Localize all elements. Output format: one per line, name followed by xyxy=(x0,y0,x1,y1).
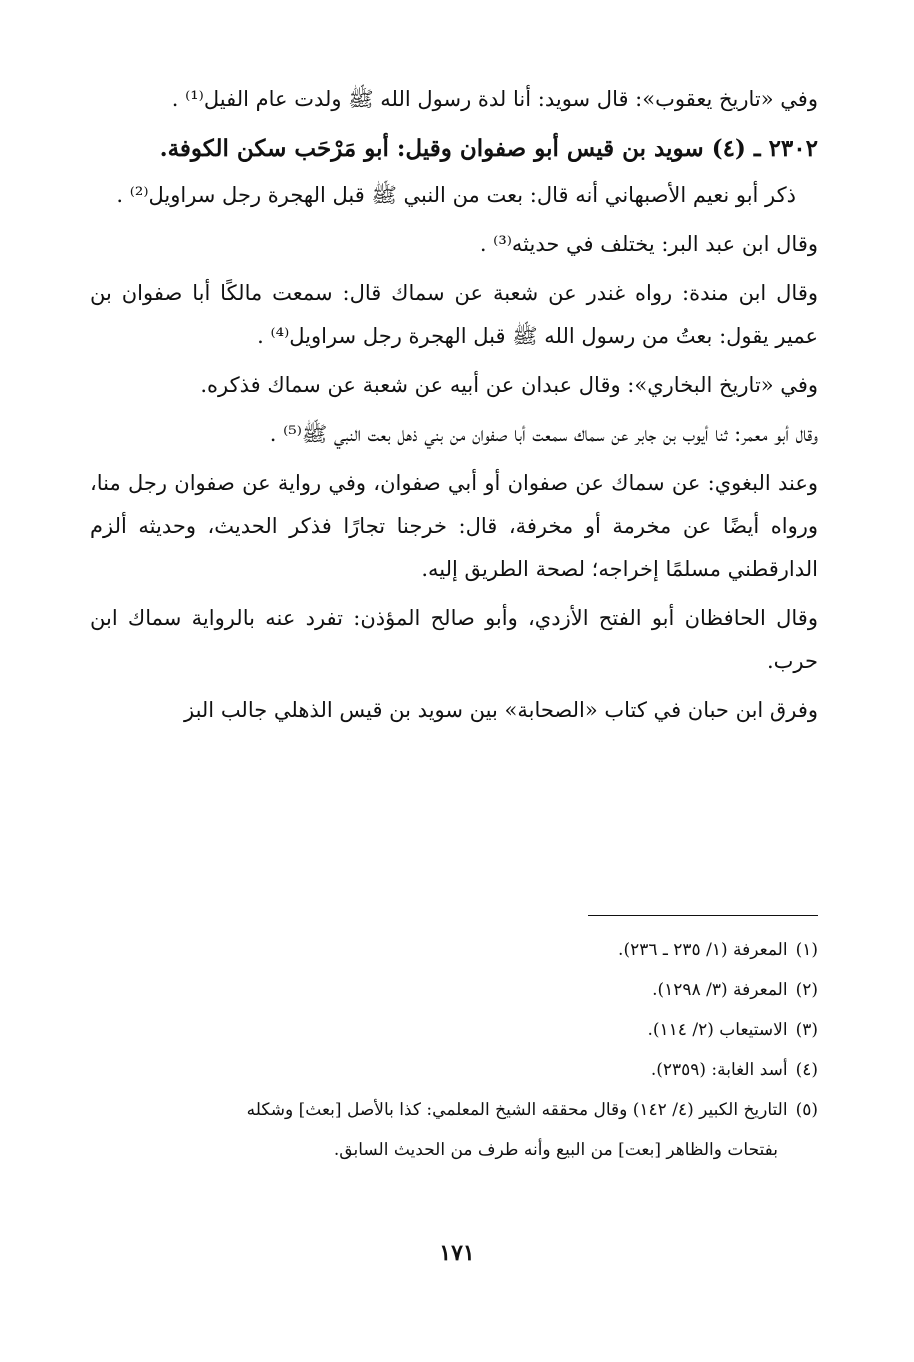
paragraph: وقال ابن مندة: رواه غندر عن شعبة عن سماك قال: سمعت مالكًا أبا صفوان بن عمير يقول: بعتُ من رسول الله ﷺ قبل الهجرة رجل سراويل⁽⁴⁾ . xyxy=(90,281,818,348)
footnote xyxy=(90,972,818,1009)
footnote xyxy=(90,1012,818,1049)
footnote-text: المعرفة (١/ ٢٣٥ ـ ٢٣٦). xyxy=(618,940,788,960)
footnote-text: المعرفة (٣/ ١٢٩٨). xyxy=(652,980,788,1000)
footnote-divider xyxy=(588,915,818,916)
page-number: ١٧١ xyxy=(439,1240,475,1266)
paragraph: وقال الحافظان أبو الفتح الأزدي، وأبو صالح المؤذن: تفرد عنه بالرواية سماك ابن حرب. xyxy=(90,606,818,673)
paragraph: وعند البغوي: عن سماك عن صفوان أو أبي صفوان، وفي رواية عن صفوان رجل منا، ورواه أيضًا عن مخرمة أو مخرفة، قال: خرجنا تجارًا فذكر الحديث، وحديثه ألزم الدارقطني مسلمًا إخراجه؛ لصحة الطريق إليه. xyxy=(90,471,818,581)
main-text xyxy=(90,78,818,738)
paragraph: وفرق ابن حبان في كتاب «الصحابة» بين سويد بن قيس الذهلي جالب البز xyxy=(183,698,818,722)
paragraph: وقال ابن عبد البر: يختلف في حديثه⁽³⁾ . xyxy=(479,232,818,256)
footnote-text: الاستيعاب (٢/ ١١٤). xyxy=(647,1020,788,1040)
footnotes xyxy=(90,932,818,1172)
footnote-number: (٤) xyxy=(795,1060,818,1080)
footnote-text: التاريخ الكبير (٤/ ١٤٢) وقال محققه الشيخ المعلمي: كذا بالأصل [بعث] وشكله xyxy=(246,1100,788,1120)
paragraph: وفي «تاريخ البخاري»: وقال عبدان عن أبيه عن شعبة عن سماك فذكره. xyxy=(200,373,818,397)
footnote-number: (٥) xyxy=(795,1100,818,1120)
paragraph: وفي «تاريخ يعقوب»: قال سويد: أنا لدة رسول الله ﷺ ولدت عام الفيل⁽¹⁾ . xyxy=(171,87,818,111)
footnote-continuation: بفتحات والظاهر [بعت] من البيع وأنه طرف من الحديث السابق. xyxy=(333,1140,778,1160)
paragraph: وقال أبو معمر: ثنا أيوب بن جابر عن سماك سمعت أبا صفوان من بني ذهل بعت النبي ﷺ⁽⁵⁾ . xyxy=(269,422,818,446)
footnote-number: (٢) xyxy=(795,980,818,1000)
footnote-text: أسد الغابة: (٢٣٥٩). xyxy=(650,1060,788,1080)
footnote-number: (٣) xyxy=(795,1020,818,1040)
footnote xyxy=(90,1092,818,1129)
footnote xyxy=(90,1052,818,1089)
footnote-number: (١) xyxy=(795,940,818,960)
footnote xyxy=(90,932,818,969)
paragraph: ذكر أبو نعيم الأصبهاني أنه قال: بعت من النبي ﷺ قبل الهجرة رجل سراويل⁽²⁾ . xyxy=(116,183,796,207)
entry-heading: ٢٣٠٢ ـ (٤) سويد بن قيس أبو صفوان وقيل: أبو مَرْحَب سكن الكوفة. xyxy=(159,135,818,162)
